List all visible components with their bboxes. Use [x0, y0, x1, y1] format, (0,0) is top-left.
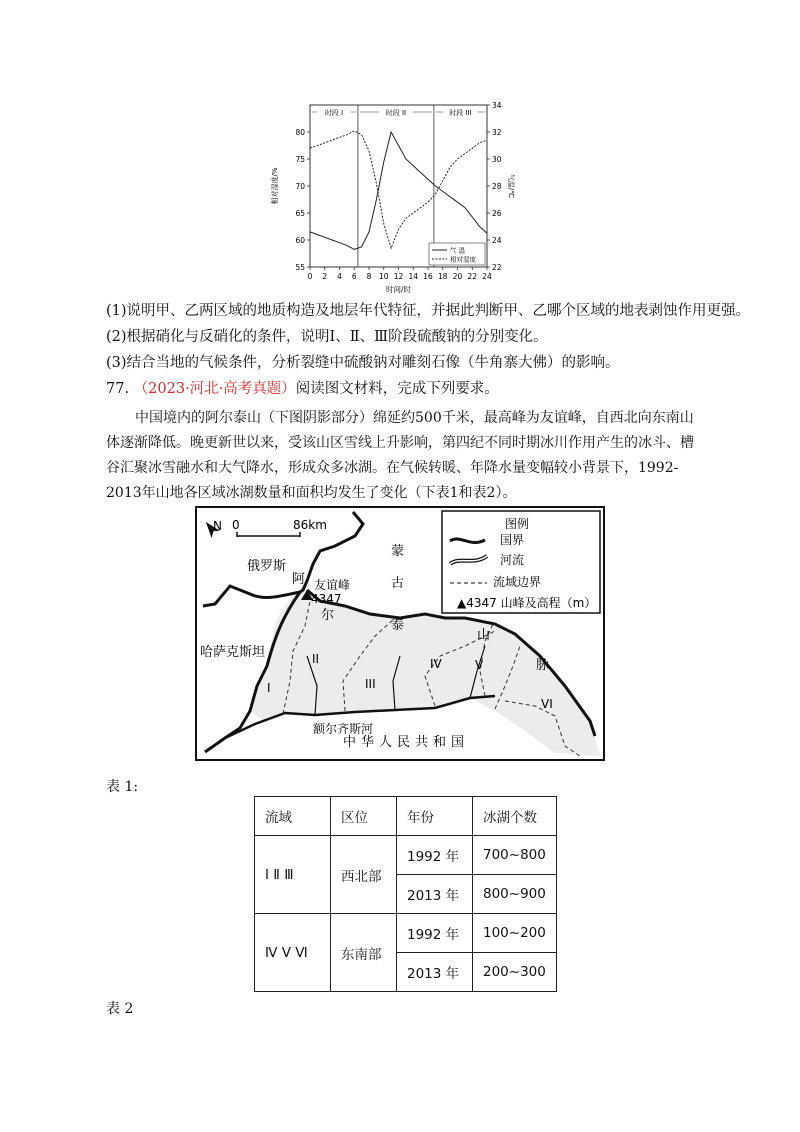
label-river: 额尔齐斯河 — [313, 722, 374, 736]
series-line-temperature — [310, 132, 487, 249]
legend-title: 图例 — [505, 517, 530, 531]
peak-name: 友谊峰 — [314, 578, 351, 592]
x-tick-label: 8 — [366, 272, 372, 281]
problem-source: （2023·河北·高考真题） — [133, 381, 296, 397]
y-right-tick-label: 30 — [492, 155, 502, 164]
y-left-tick-label: 80 — [295, 128, 305, 137]
scale-zero: 0 — [232, 518, 240, 532]
x-tick-label: 18 — [437, 272, 448, 281]
y-right-tick-label: 26 — [492, 209, 502, 218]
problem-instruction: 阅读图文材料，完成下列要求。 — [295, 381, 499, 397]
y-left-axis-label: 相对湿度/% — [271, 167, 279, 205]
basin-label-4: IV — [430, 657, 442, 671]
table-cell-region: 东南部 — [331, 914, 397, 992]
table-cell-year: 2013 年 — [397, 875, 473, 914]
table-cell-basin: Ⅰ Ⅱ Ⅲ — [255, 836, 331, 914]
altai-char-4: 山 — [477, 628, 491, 643]
map-legend — [442, 511, 600, 613]
x-tick-label: 0 — [307, 272, 313, 281]
basin-label-1: I — [267, 681, 271, 695]
label-china: 中华人民共和国 — [343, 735, 470, 750]
x-tick-label: 14 — [408, 272, 419, 281]
y-right-tick-label: 28 — [492, 182, 502, 191]
table1-label: 表 1: — [106, 779, 139, 795]
table-cell-basin: Ⅳ Ⅴ Ⅵ — [255, 914, 331, 992]
x-tick-label: 4 — [337, 272, 342, 281]
period-label: 时段 I — [324, 109, 344, 117]
period-label: 时段 II — [385, 109, 407, 117]
x-tick-label: 24 — [482, 272, 492, 281]
basin-label-2: II — [312, 652, 320, 666]
legend-peak: ▲4347 山峰及高程（m） — [457, 596, 597, 610]
x-tick-label: 22 — [467, 272, 478, 281]
x-tick-label: 2 — [322, 272, 328, 281]
table-cell-year: 1992 年 — [397, 836, 473, 875]
y-left-tick-label: 60 — [295, 236, 305, 245]
basin-label-5: V — [475, 658, 484, 672]
table-cell-count: 700~800 — [473, 836, 557, 875]
period-label: 时段 III — [449, 109, 472, 117]
problem-header — [106, 379, 499, 399]
table-cell-count: 800~900 — [473, 875, 557, 914]
table-header: 年份 — [397, 797, 473, 836]
x-axis-label: 时间/时 — [385, 285, 412, 294]
y-right-tick-label: 32 — [492, 128, 502, 137]
problem-number: 77. — [106, 381, 130, 397]
series-line-humidity — [310, 131, 487, 248]
table-cell-count: 200~300 — [473, 953, 557, 992]
table-cell-year: 2013 年 — [397, 953, 473, 992]
x-tick-label: 12 — [393, 272, 404, 281]
legend-river: 河流 — [500, 553, 525, 567]
y-right-axis-label: 气温/℃ — [507, 173, 515, 199]
y-left-tick-label: 55 — [295, 263, 305, 272]
legend-basin-boundary: 流域边界 — [493, 575, 542, 589]
temp-humidity-chart — [265, 95, 515, 295]
label-mongolia-1: 蒙 — [391, 544, 405, 559]
question-2: (2)根据硝化与反硝化的条件，说明Ⅰ、Ⅱ、Ⅲ阶段硫酸钠的分别变化。 — [106, 329, 548, 345]
table-row — [255, 836, 557, 875]
legend-label-temperature: 气 温 — [450, 246, 466, 255]
legend-border: 国界 — [500, 533, 525, 547]
x-tick-label: 10 — [378, 272, 389, 281]
table-header: 冰湖个数 — [473, 797, 557, 836]
scale-end: 86km — [293, 518, 327, 532]
y-left-tick-label: 75 — [295, 155, 305, 164]
table1 — [254, 796, 557, 992]
peak-height: 4347 — [311, 592, 342, 606]
altai-char-5: 脉 — [536, 658, 550, 673]
table-header-row — [255, 797, 557, 836]
basin-label-6: VI — [541, 697, 553, 711]
table-header: 流域 — [255, 797, 331, 836]
label-russia: 俄罗斯 — [247, 559, 287, 574]
table2-label: 表 2 — [106, 1001, 134, 1017]
altai-map — [195, 506, 605, 761]
label-mongolia-2: 古 — [391, 576, 405, 591]
y-left-tick-label: 70 — [295, 182, 305, 191]
problem-passage: 中国境内的阿尔泰山（下图阴影部分）绵延约500千米，最高峰为友谊峰，自西北向东南山体逐渐降低。晚更新世以来，受该山区雪线上升影响，第四纪不同时期冰川作用产生的冰斗、槽谷汇聚冰雪融水和大气降水，形成众多冰湖。在气候转暖、年降水量变幅较小背景下，1992-2013年山地各区域冰湖数量和面积均发生了变化（下表1和表2）。 — [106, 410, 694, 501]
y-left-tick-label: 65 — [295, 209, 305, 218]
x-tick-label: 16 — [423, 272, 433, 281]
y-right-tick-label: 24 — [492, 236, 502, 245]
altai-char-1: 阿 — [292, 572, 306, 587]
x-tick-label: 20 — [452, 272, 463, 281]
label-kazakhstan: 哈萨克斯坦 — [200, 645, 266, 660]
basin-label-3: III — [365, 677, 376, 691]
legend-label-humidity: 相对湿度 — [450, 255, 476, 264]
table-cell-year: 1992 年 — [397, 914, 473, 953]
table-header: 区位 — [331, 797, 397, 836]
question-3: (3)结合当地的气候条件，分析裂缝中硫酸钠对雕刻石像（牛角寨大佛）的影响。 — [106, 355, 620, 371]
question-1: (1)说明甲、乙两区域的地质构造及地层年代特征，并据此判断甲、乙哪个区域的地表剥蚀作用更强。 — [106, 303, 751, 319]
y-right-tick-label: 34 — [492, 101, 502, 110]
table-cell-count: 100~200 — [473, 914, 557, 953]
altai-char-2: 尔 — [321, 608, 335, 623]
altai-char-3: 泰 — [391, 618, 405, 633]
y-right-tick-label: 22 — [492, 263, 502, 272]
table-row — [255, 914, 557, 953]
table-cell-region: 西北部 — [331, 836, 397, 914]
north-label: N — [213, 519, 222, 533]
plot-frame — [310, 105, 487, 267]
x-tick-label: 6 — [351, 272, 357, 281]
